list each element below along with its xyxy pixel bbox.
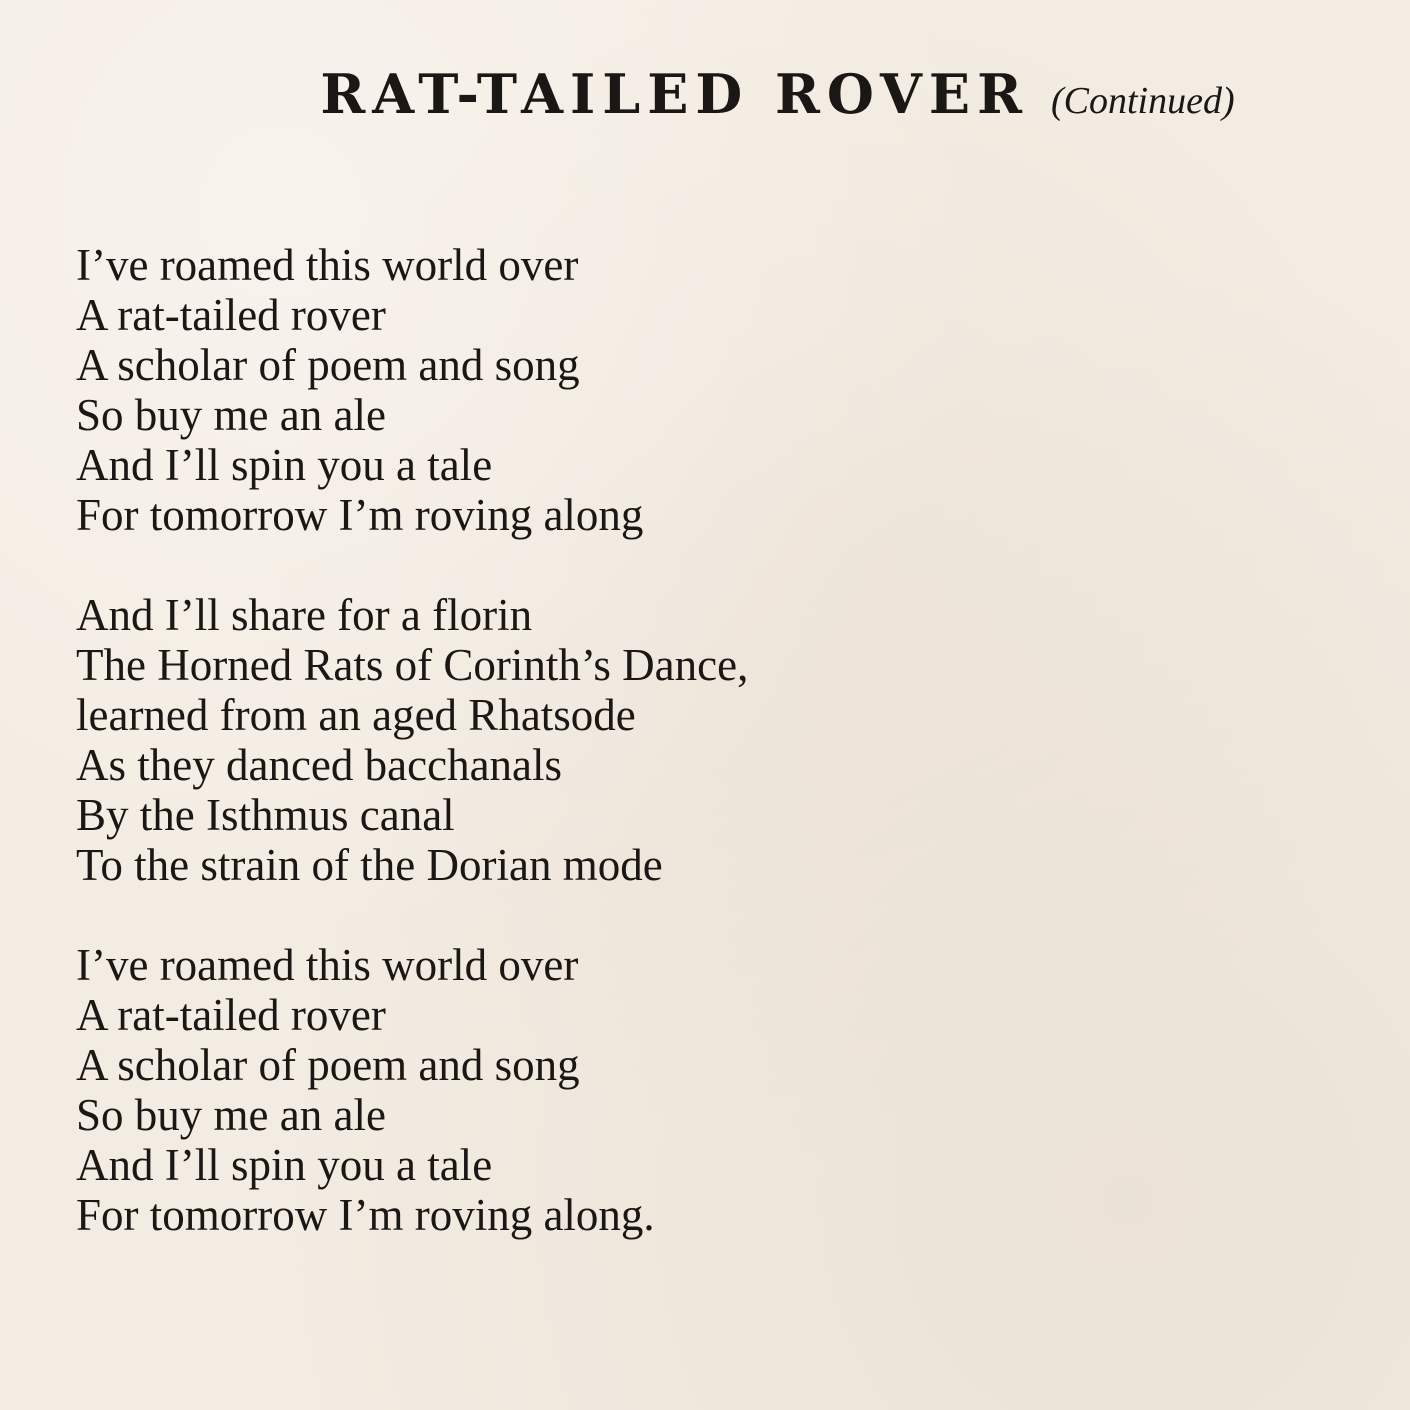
- poem-line: A rat-tailed rover: [76, 990, 386, 1040]
- poem-line: As they danced bacchanals: [76, 740, 563, 790]
- stanza-1: [76, 240, 748, 540]
- poem-line: learned from an aged Rhatsode: [76, 690, 636, 740]
- poem-line: A scholar of poem and song: [76, 340, 580, 390]
- poem-line: So buy me an ale: [76, 1090, 386, 1140]
- stanza-3: [76, 940, 748, 1240]
- page-subtitle: (Continued): [1050, 80, 1235, 122]
- poem-line: The Horned Rats of Corinth’s Dance,: [76, 640, 749, 690]
- poem-line: And I’ll spin you a tale: [76, 1140, 493, 1190]
- poem-line: For tomorrow I’m roving along.: [76, 1190, 655, 1240]
- poem-line: A scholar of poem and song: [76, 1040, 580, 1090]
- poem-line: I’ve roamed this world over: [76, 940, 579, 990]
- poem-line: So buy me an ale: [76, 390, 386, 440]
- page-title: RAT-TAILED ROVER: [320, 62, 1029, 126]
- poem-line: By the Isthmus canal: [76, 790, 455, 840]
- title-row: [0, 62, 1410, 126]
- poem-line: To the strain of the Dorian mode: [76, 840, 663, 890]
- poem-body: [76, 240, 748, 1290]
- poem-line: And I’ll share for a florin: [76, 590, 533, 640]
- stanza-2: [76, 590, 748, 890]
- poem-line: For tomorrow I’m roving along: [76, 490, 644, 540]
- poem-line: And I’ll spin you a tale: [76, 440, 493, 490]
- poem-line: A rat-tailed rover: [76, 290, 386, 340]
- poem-line: I’ve roamed this world over: [76, 240, 579, 290]
